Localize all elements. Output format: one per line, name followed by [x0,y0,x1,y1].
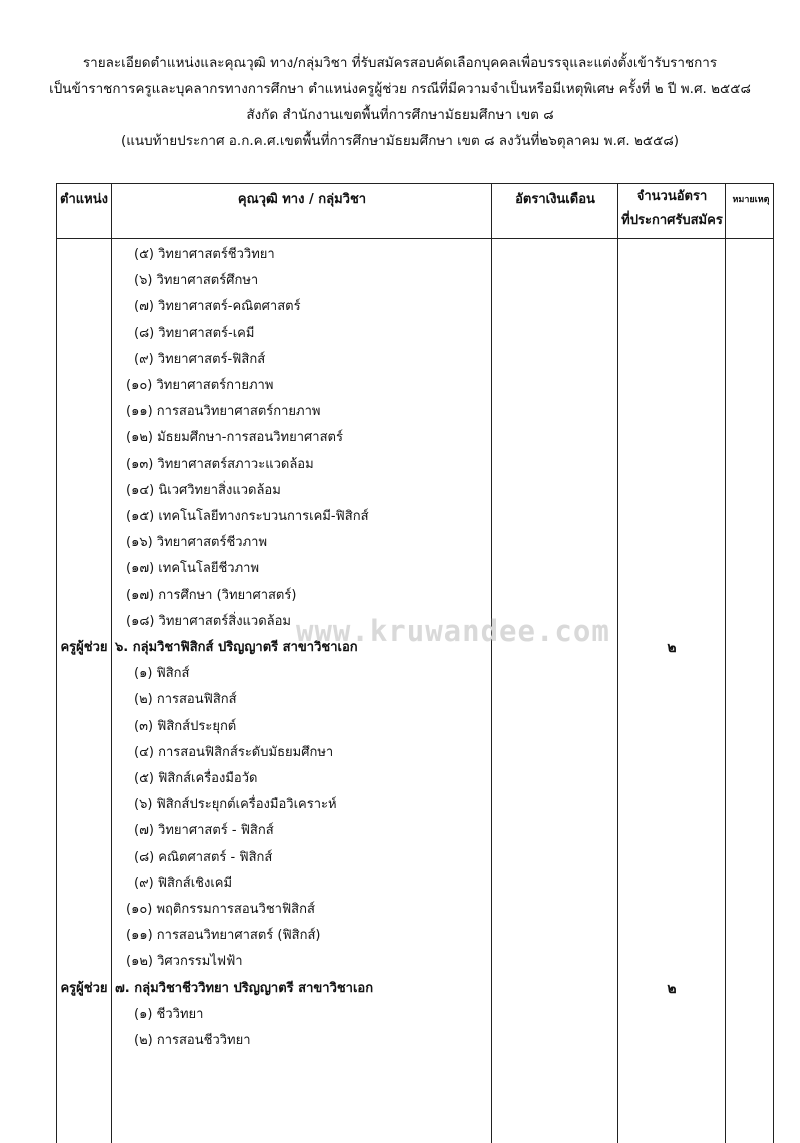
column-divider [725,184,726,1143]
header-position: ตำแหน่ง [60,192,108,207]
qualification-item: (๑๒) มัธยมศึกษา-การสอนวิทยาศาสตร์ [126,430,343,446]
qualification-item: (๕) วิทยาศาสตร์ชีววิทยา [134,247,275,262]
qualification-item: (๙) ฟิสิกส์เชิงเคมี [134,875,233,891]
group-heading: ๗. กลุ่มวิชาชีววิทยา ปริญญาตรี สาขาวิชาเอก [115,980,374,996]
qualification-item: (๑๘) วิทยาศาสตร์สิ่งแวดล้อม [126,613,292,629]
qualification-item: (๑๐) วิทยาศาสตร์กายภาพ [126,378,274,393]
qualification-item: (๙) วิทยาศาสตร์-ฟิสิกส์ [134,351,266,367]
position-label: ครูผู้ช่วย [60,640,108,655]
qualification-table [56,183,774,1143]
qualification-item: (๑๗) การศึกษา (วิทยาศาสตร์) [126,587,297,603]
header-salary: อัตราเงินเดือน [515,192,595,207]
qualification-item: (๓) ฟิสิกส์ประยุกต์ [134,718,237,734]
position-label: ครูผู้ช่วย [60,980,108,996]
header-divider [57,238,773,239]
qualification-item: (๖) ฟิสิกส์ประยุกต์เครื่องมือวิเคราะห์ [134,797,337,813]
qualification-item: (๕) ฟิสิกส์เครื่องมือวัด [134,771,258,786]
vacancy-count: ๒ [667,980,677,997]
header-count-line-1: จำนวนอัตรา [636,189,708,204]
qualification-item: (๑๒) วิศวกรรมไฟฟ้า [126,954,243,970]
header-line-2: เป็นข้าราชการครูและบุคลากรทางการศึกษา ตำแหน่งครูผู้ช่วย กรณีที่มีความจำเป็นหรือมีเหตุพิเศษ ครั้งที่ ๒ ปี พ.ศ. ๒๕๕๘ [49,81,751,97]
qualification-item: (๑๓) วิทยาศาสตร์สภาวะแวดล้อม [126,456,314,472]
document-header [0,50,800,154]
column-divider [491,184,492,1143]
header-qualification: คุณวุฒิ ทาง / กลุ่มวิชา [237,192,367,207]
header-line-4: (แนบท้ายประกาศ อ.ก.ค.ศ.เขตพื้นที่การศึกษามัธยมศึกษา เขต ๘ ลงวันที่๒๖ตุลาคม พ.ศ. ๒๕๕๘) [120,133,680,149]
qualification-item: (๗) วิทยาศาสตร์ - ฟิสิกส์ [134,823,274,839]
header-line-3: สังกัด สำนักงานเขตพื้นที่การศึกษามัธยมศึกษา เขต ๘ [246,107,554,123]
qualification-item: (๑๗) เทคโนโลยีชีวภาพ [126,561,260,577]
qualification-item: (๑๑) การสอนวิทยาศาสตร์กายภาพ [126,404,321,420]
qualification-item: (๑๐) พฤติกรรมการสอนวิชาฟิสิกส์ [126,902,315,917]
qualification-item: (๑๖) วิทยาศาสตร์ชีวภาพ [126,535,268,551]
qualification-item: (๔) การสอนฟิสิกส์ระดับมัธยมศึกษา [134,744,334,760]
qualification-item: (๑๑) การสอนวิทยาศาสตร์ (ฟิสิกส์) [126,928,321,944]
qualification-item: (๒) การสอนฟิสิกส์ [134,692,237,708]
group-heading: ๖. กลุ่มวิชาฟิสิกส์ ปริญญาตรี สาขาวิชาเอก [115,640,358,655]
column-divider [111,184,112,1143]
qualification-item: (๑๔) นิเวศวิทยาสิ่งแวดล้อม [126,482,281,498]
qualification-item: (๑) ชีววิทยา [134,1006,204,1022]
column-divider [617,184,618,1143]
header-line-1: รายละเอียดตำแหน่งและคุณวุฒิ ทาง/กลุ่มวิชา ที่รับสมัครสอบคัดเลือกบุคคลเพื่อบรรจุและแต่งตั้งเข้ารับราชการ [82,55,718,71]
qualification-item: (๑๕) เทคโนโลยีทางกระบวนการเคมี-ฟิสิกส์ [126,509,369,524]
qualification-item: (๑) ฟิสิกส์ [134,666,190,682]
qualification-item: (๘) คณิตศาสตร์ - ฟิสิกส์ [134,849,273,865]
qualification-item: (๘) วิทยาศาสตร์-เคมี [134,325,255,341]
qualification-item: (๗) วิทยาศาสตร์-คณิตศาสตร์ [134,299,301,315]
header-count-line-2: ที่ประกาศรับสมัคร [621,213,723,228]
header-remark: หมายเหตุ [732,195,770,205]
watermark: www.kruwandee.com [296,614,610,648]
qualification-item: (๒) การสอนชีววิทยา [134,1033,251,1048]
vacancy-count: ๒ [667,640,677,656]
qualification-item: (๖) วิทยาศาสตร์ศึกษา [134,273,259,289]
